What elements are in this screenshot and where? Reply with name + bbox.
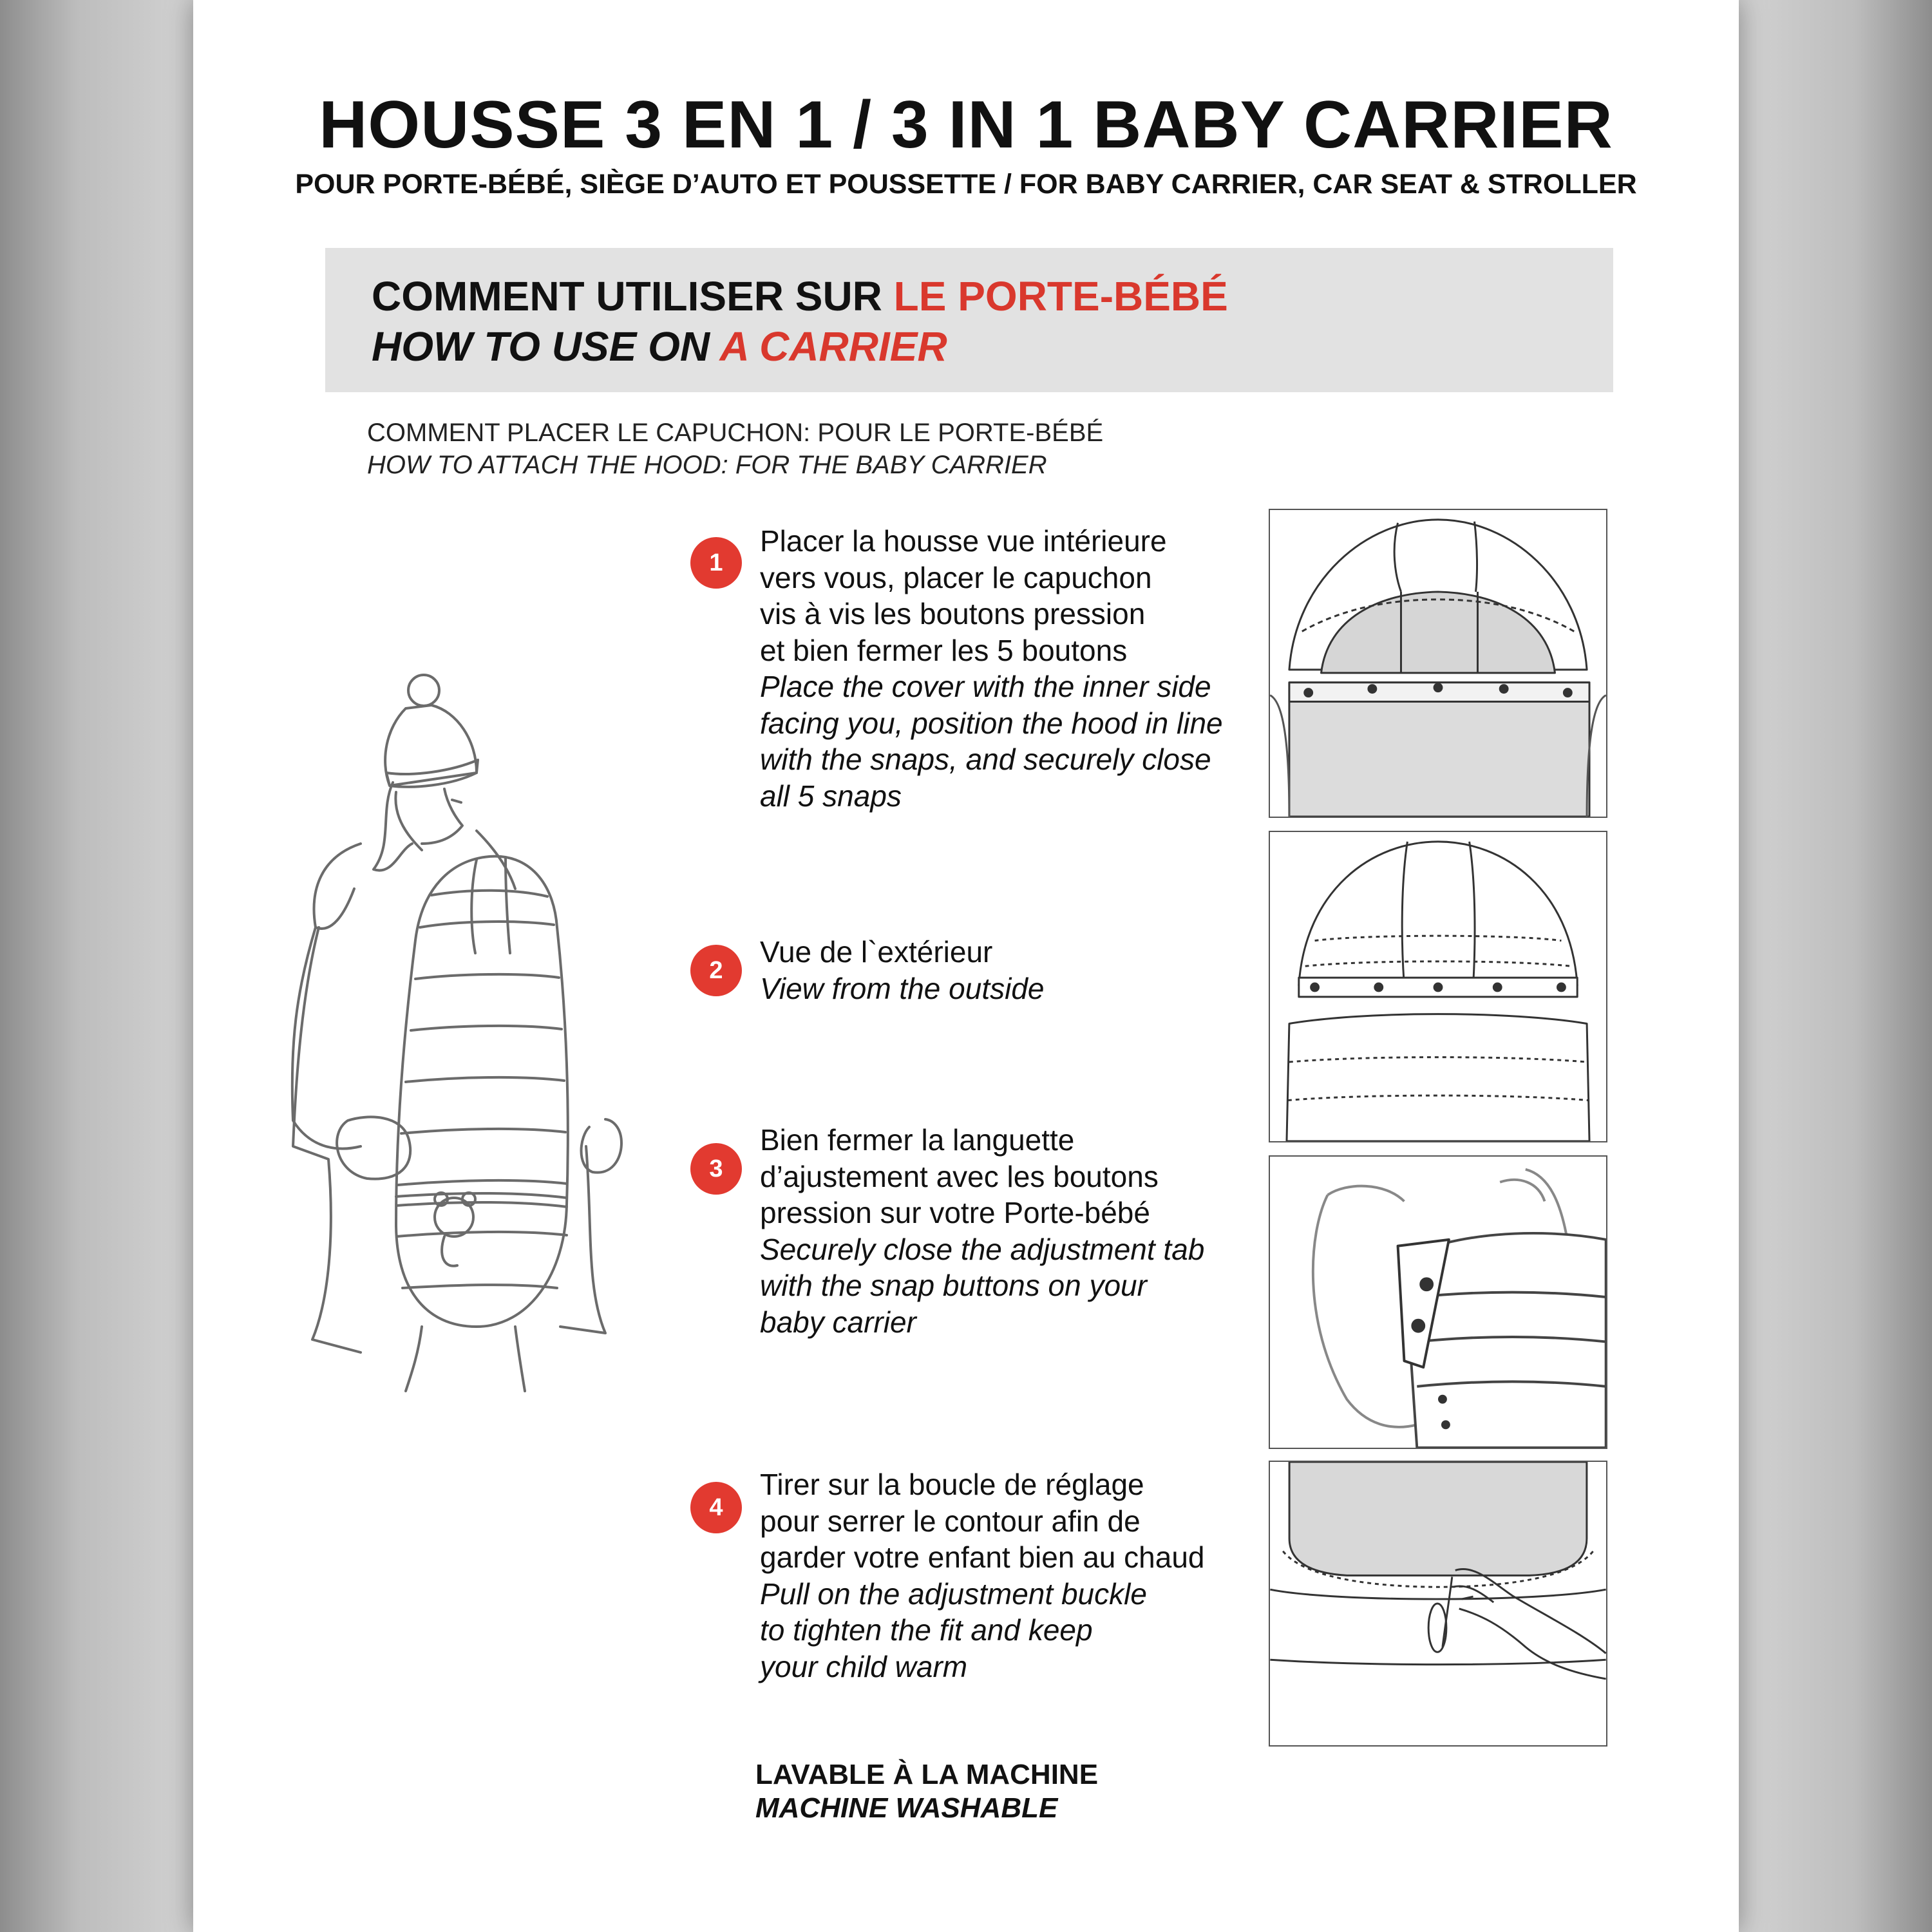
step-1-hood-inner-illustration: [1269, 509, 1607, 818]
step-3-adjustment-tab-illustration: [1269, 1155, 1607, 1449]
step-2-hood-outer-illustration: [1269, 831, 1607, 1142]
step-3-text-fr: Bien fermer la languette d’ajustement avec les boutons pression sur votre Porte-bébé: [760, 1123, 1159, 1229]
machine-washable-fr: LAVABLE À LA MACHINE: [755, 1759, 1099, 1790]
step-1-text-fr: Placer la housse vue intérieure vers vous, placer le capuchon vis à vis les boutons pression et bien fermer les 5 boutons: [760, 524, 1167, 667]
section-heading-en: [372, 323, 947, 370]
step-2-text: [760, 934, 1262, 1007]
page-title: HOUSSE 3 EN 1 / 3 IN 1 BABY CARRIER: [319, 88, 1613, 162]
step-4-adjustment-buckle-illustration: [1269, 1461, 1607, 1747]
attach-hood-heading-en: HOW TO ATTACH THE HOOD: FOR THE BABY CARRIER: [367, 451, 1047, 479]
section-heading-fr: [372, 272, 1228, 320]
attach-hood-heading-fr: COMMENT PLACER LE CAPUCHON: POUR LE PORTE-BÉBÉ: [367, 419, 1104, 447]
step-4-text-en: Pull on the adjustment buckle to tighten the fit and keep your child warm: [760, 1577, 1147, 1683]
section-heading-en-accent: A CARRIER: [719, 323, 947, 370]
step-3-text: [760, 1122, 1262, 1340]
step-2-text-fr: Vue de l`extérieur: [760, 935, 993, 969]
section-heading-fr-accent: LE PORTE-BÉBÉ: [893, 273, 1228, 319]
instruction-sheet: [193, 0, 1739, 1932]
section-heading-fr-prefix: COMMENT UTILISER SUR: [372, 273, 894, 319]
step-4-text-fr: Tirer sur la boucle de réglage pour serrer le contour afin de garder votre enfant bien au chaud: [760, 1468, 1205, 1574]
step-4-badge: 4: [690, 1482, 742, 1533]
page-subtitle: POUR PORTE-BÉBÉ, SIÈGE D’AUTO ET POUSSETTE / FOR BABY CARRIER, CAR SEAT & STROLLER: [295, 169, 1637, 200]
step-3-text-en: Securely close the adjustment tab with the snap buttons on your baby carrier: [760, 1232, 1205, 1339]
step-4-text: [760, 1466, 1262, 1685]
woman-carrier-illustration: [283, 657, 657, 1397]
step-1-badge: 1: [690, 537, 742, 589]
step-1-text-en: Place the cover with the inner side facing you, position the hood in line with the snaps, and securely close all 5 snaps: [760, 670, 1223, 813]
step-3-badge: 3: [690, 1143, 742, 1195]
machine-washable-en: MACHINE WASHABLE: [755, 1792, 1058, 1824]
machine-washable-note: [755, 1758, 1098, 1825]
step-2-badge: 2: [690, 945, 742, 996]
section-banner: [325, 248, 1613, 392]
section-heading-en-prefix: HOW TO USE ON: [372, 323, 720, 370]
step-2-text-en: View from the outside: [760, 971, 1045, 1005]
step-1-text: [760, 523, 1262, 814]
